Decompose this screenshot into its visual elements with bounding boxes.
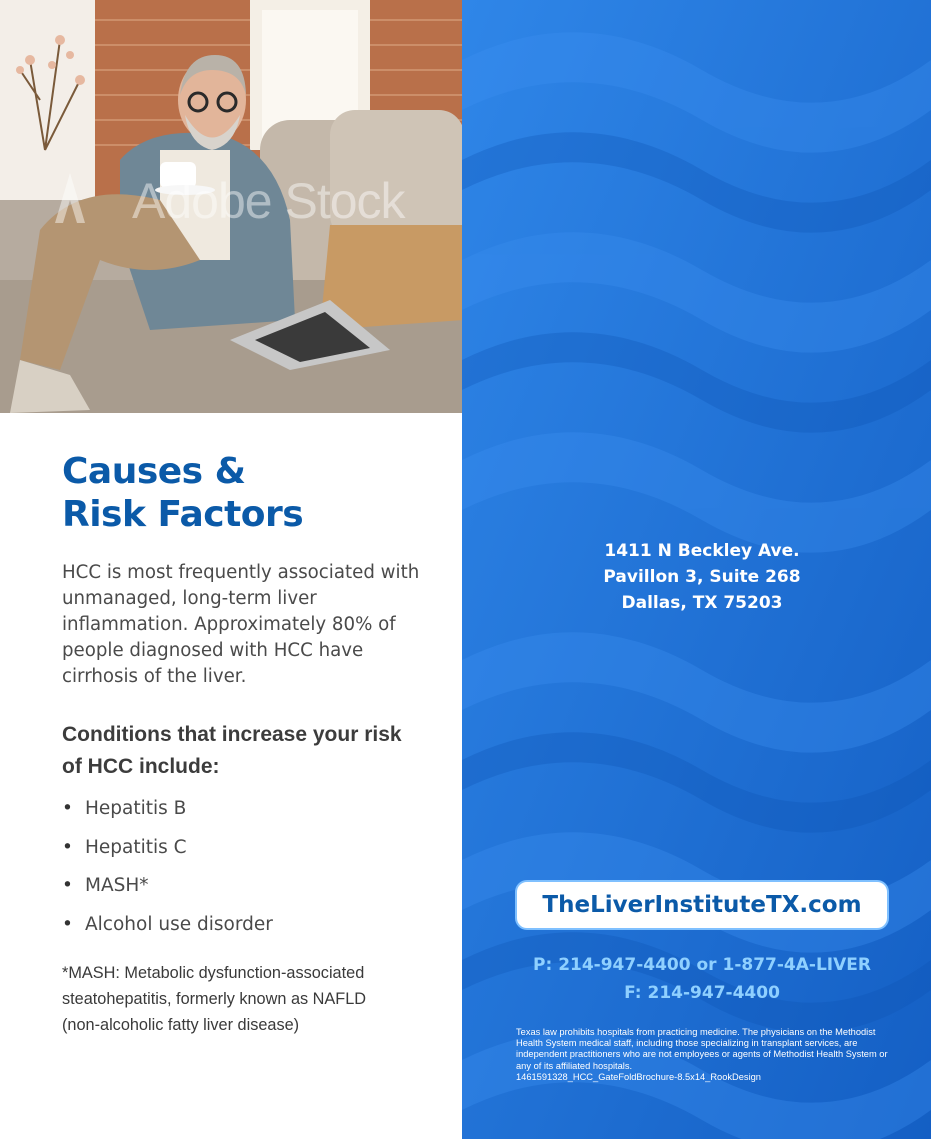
watermark-text: Adobe Stock	[132, 173, 405, 229]
list-item: • Alcohol use disorder	[62, 906, 273, 945]
left-panel	[0, 0, 462, 1139]
intro-paragraph: HCC is most frequently associated with unmanaged, long-term liver inflammation. Approximately 80% of people diagnosed with HCC have cirrhosis of the liver.	[62, 562, 420, 687]
job-code: 1461591328_HCC_GateFoldBrochure-8.5x14_RookDesign	[516, 1071, 761, 1082]
conditions-list	[62, 790, 273, 944]
website-link[interactable]: TheLiverInstituteTX.com	[515, 880, 889, 930]
legal-disclaimer	[516, 1027, 891, 1083]
legal-text: Texas law prohibits hospitals from practicing medicine. The physicians on the Methodist Health System medical staff, including those specializing in transplant services, are independent practitioners who are not employees or agents of Methodist Health System or any of its affiliated hospitals.	[516, 1027, 888, 1071]
address-block	[462, 538, 931, 616]
fax-number: F: 214-947-4400	[624, 983, 780, 1003]
list-item: • Hepatitis C	[62, 829, 273, 868]
adobe-logo-icon	[50, 168, 90, 228]
phone-number[interactable]: P: 214-947-4400 or 1-877-4A-LIVER	[533, 955, 871, 975]
heading-line-1: Causes &	[62, 451, 246, 492]
right-panel	[462, 0, 931, 1139]
address-line-1: 1411 N Beckley Ave.	[604, 541, 800, 561]
address-line-2: Pavillon 3, Suite 268	[603, 567, 801, 587]
contact-numbers	[462, 951, 931, 1007]
list-item: • Hepatitis B	[62, 790, 273, 829]
hero-photo	[0, 0, 464, 413]
page-heading	[62, 450, 303, 536]
mash-footnote: *MASH: Metabolic dysfunction-associated steatohepatitis, formerly known as NAFLD (non-alcoholic fatty liver disease)	[62, 964, 367, 1034]
list-item: • MASH*	[62, 867, 273, 906]
conditions-subheading: Conditions that increase your risk of HCC include:	[62, 723, 402, 778]
address-line-3: Dallas, TX 75203	[621, 593, 783, 613]
heading-line-2: Risk Factors	[62, 494, 304, 535]
